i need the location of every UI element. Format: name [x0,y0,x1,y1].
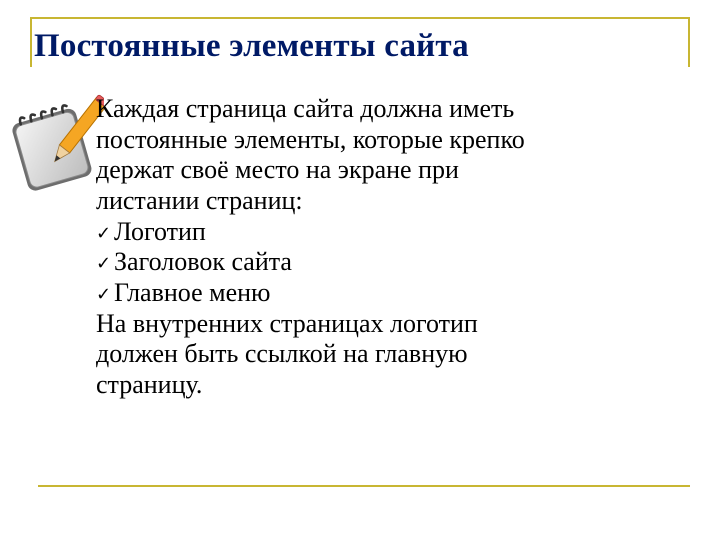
frame-top-line [30,17,690,19]
slide-body [96,94,696,401]
check-mark-icon: ✓ [96,284,112,306]
check-mark-icon: ✓ [96,222,112,244]
intro-line: листании страниц: [96,186,303,216]
bullet-label: Главное меню [114,278,271,308]
bullet-label: Заголовок сайта [114,247,292,277]
intro-line: постоянные элементы, которые крепко [96,124,525,154]
frame-left-line [30,17,32,67]
bullet-item-logo [96,217,696,248]
bullet-item-main-menu [96,278,696,309]
outro-line: страницу. [96,370,203,400]
outro-line: На внутренних страницах логотип [96,308,478,338]
check-mark-icon: ✓ [96,253,112,275]
notepad-pencil-icon [4,86,104,196]
outro-line: должен быть ссылкой на главную [96,339,468,369]
slide-title: Постоянные элементы сайта [34,28,469,64]
frame-bottom-line [38,485,690,487]
intro-line: Каждая страница сайта должна иметь [96,94,515,123]
bullet-item-site-title [96,247,696,278]
intro-line: держат своё место на экране при [96,155,459,185]
bullet-label: Логотип [114,216,206,246]
frame-right-line [688,17,690,67]
